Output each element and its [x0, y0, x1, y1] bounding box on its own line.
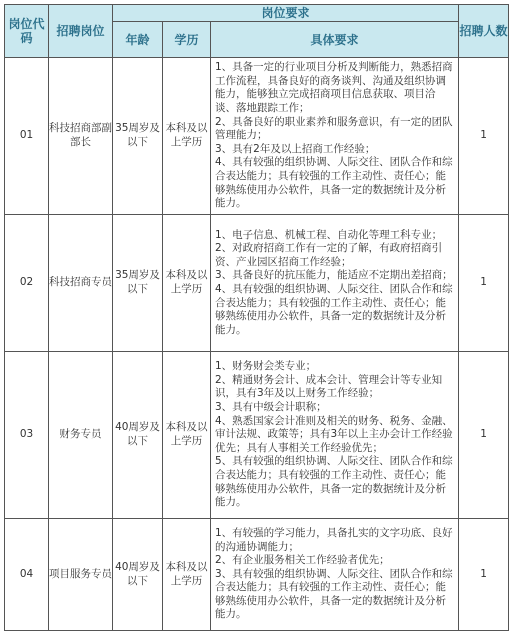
requirement-item: 1、电子信息、机械工程、自动化等理工科专业； — [215, 228, 443, 241]
headcount-cell: 1 — [459, 58, 509, 215]
requirement-item: 3、具有2年及以上招商工作经验； — [215, 142, 376, 155]
table-body — [5, 58, 509, 631]
table-row — [5, 519, 509, 631]
requirements-cell — [211, 352, 459, 519]
requirement-item: 2、有企业服务相关工作经验者优先； — [215, 554, 390, 567]
education-cell: 本科及以上学历 — [163, 215, 211, 352]
table-header — [5, 5, 509, 58]
requirements-cell — [211, 519, 459, 631]
job-requirements-table — [4, 4, 509, 631]
requirement-item: 2、对政府招商工作有一定的了解，有政府招商引资、产业园区招商工作经验； — [215, 242, 443, 268]
header-age: 年龄 — [113, 22, 163, 58]
requirement-item: 4、熟悉国家会计准则及相关的财务、税务、金融、审计法规、政策等；具有3年以上主办会计工作经验优先；具有人事相关工作经验优先； — [215, 414, 453, 454]
headcount-cell: 1 — [459, 352, 509, 519]
header-details: 具体要求 — [211, 22, 459, 58]
table-row — [5, 352, 509, 519]
requirement-item: 1、财务财会类专业； — [215, 360, 317, 373]
position-code-cell: 02 — [5, 215, 49, 352]
requirement-item: 3、具备良好的抗压能力，能适应不定期出差招商； — [215, 269, 453, 282]
position-code-cell: 04 — [5, 519, 49, 631]
education-cell: 本科及以上学历 — [163, 519, 211, 631]
position-name-cell: 项目服务专员 — [49, 519, 113, 631]
requirement-item: 2、精通财务会计、成本会计、管理会计等专业知识，具有3年及以上财务工作经验； — [215, 373, 443, 400]
position-code-cell: 03 — [5, 352, 49, 519]
education-cell: 本科及以上学历 — [163, 58, 211, 215]
requirement-item: 3、具有较强的组织协调、人际交往、团队合作和综合表达能力；具有较强的工作主动性、责任心；能够熟练使用办公软件，具备一定的数据统计及分析能力。 — [215, 567, 453, 621]
headcount-cell: 1 — [459, 519, 509, 631]
header-position: 招聘岗位 — [49, 5, 113, 58]
requirement-item: 4、具有较强的组织协调、人际交往、团队合作和综合表达能力；具有较强的工作主动性、责任心；能够熟练使用办公软件，具备一定的数据统计及分析能力。 — [215, 283, 453, 336]
position-name-cell: 科技招商专员 — [49, 215, 113, 352]
header-count: 招聘人数 — [459, 5, 509, 58]
header-code: 岗位代码 — [5, 5, 49, 58]
requirement-item: 2、具备良好的职业素养和服务意识，有一定的团队管理能力； — [215, 115, 453, 142]
header-requirements: 岗位要求 — [113, 5, 459, 22]
requirements-cell — [211, 215, 459, 352]
age-cell: 40周岁及以下 — [113, 352, 163, 519]
position-code-cell: 01 — [5, 58, 49, 215]
age-cell: 40周岁及以下 — [113, 519, 163, 631]
requirement-item: 1、有较强的学习能力，具备扎实的文字功底、良好的沟通协调能力； — [215, 526, 453, 553]
header-education: 学历 — [163, 22, 211, 58]
requirement-item: 4、具有较强的组织协调、人际交往、团队合作和综合表达能力；具有较强的工作主动性、责任心；能够熟练使用办公软件，具备一定的数据统计及分析能力。 — [215, 156, 453, 210]
table-row — [5, 215, 509, 352]
requirement-item: 1、具备一定的行业项目分析及判断能力，熟悉招商工作流程，具备良好的商务谈判、沟通及组织协调能力，能够独立完成招商项目信息获取、项目洽谈、落地跟踪工作； — [215, 61, 453, 115]
requirement-item: 5、具有较强的组织协调、人际交往、团队合作和综合表达能力；具有较强的工作主动性、责任心；能够熟练使用办公软件，具备一定的数据统计及分析能力。 — [215, 455, 453, 509]
headcount-cell: 1 — [459, 215, 509, 352]
table-row — [5, 58, 509, 215]
education-cell: 本科及以上学历 — [163, 352, 211, 519]
position-name-cell: 科技招商部副部长 — [49, 58, 113, 215]
age-cell: 35周岁及以下 — [113, 215, 163, 352]
requirement-item: 3、具有中级会计职称； — [215, 401, 327, 414]
position-name-cell: 财务专员 — [49, 352, 113, 519]
requirements-cell — [211, 58, 459, 215]
age-cell: 35周岁及以下 — [113, 58, 163, 215]
